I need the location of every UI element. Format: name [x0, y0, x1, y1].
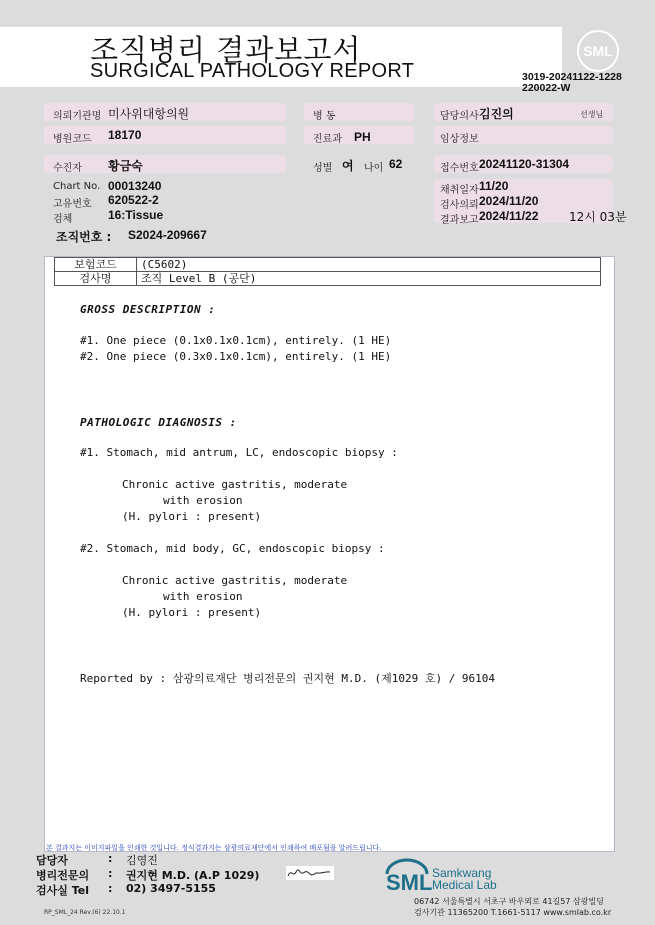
recipient-value: 황금숙: [108, 159, 143, 173]
insurance-code-value: (C5602): [137, 258, 601, 272]
request-value: 2024/11/20: [479, 194, 539, 208]
doctor-label: 담당의사: [440, 111, 479, 122]
gross-item-1: #1. One piece (0.1x0.1x0.1cm), entirely. (1 HE): [80, 334, 392, 347]
dept-label: 진료과: [313, 134, 342, 145]
chart-no-value: 00013240: [108, 179, 162, 193]
receipt-value: 20241120-31304: [479, 157, 570, 171]
staff-value: 김영진: [126, 854, 158, 867]
report-title-korean: 조직병리 결과보고서: [90, 33, 362, 67]
test-info-table: [54, 257, 601, 286]
sex-label: 성별: [313, 163, 333, 174]
table-row: [55, 258, 601, 272]
company-name: Samkwang Medical Lab: [432, 866, 497, 892]
company-address: 06742 서울특별시 서초구 바우뫼로 41길57 삼광빌딩 검사기관 11365200 T.1661-5117 www.smlab.co.kr: [414, 897, 612, 917]
unique-no-value: 620522-2: [108, 193, 159, 207]
reported-by: Reported by : 삼광의료재단 병리전문의 권지현 M.D. (제1029 호) / 96104: [80, 672, 496, 685]
diagnosis-1-erosion: with erosion: [163, 494, 243, 507]
chart-no-label: Chart No.: [53, 181, 101, 192]
diagnosis-2-finding: Chronic active gastritis, moderate: [122, 574, 348, 587]
unique-no-label: 고유번호: [53, 199, 92, 210]
collect-value: 11/20: [479, 179, 509, 193]
tel-label: 검사실 Tel: [36, 884, 89, 897]
recipient-label: 수진자: [53, 163, 82, 174]
sex-value: 여: [342, 159, 354, 173]
report-code: 3019-20241122-1228 220022-W: [522, 71, 622, 94]
print-notice: 본 결과지는 이미지파일을 인쇄한 것입니다. 정식결과지는 삼광의료재단에서 인쇄하여 배포됨을 알려드립니다.: [46, 844, 382, 852]
test-name-label: 검사명: [55, 272, 137, 286]
report-title-english: SURGICAL PATHOLOGY REPORT: [90, 60, 415, 82]
diagnosis-2-erosion: with erosion: [163, 590, 243, 603]
hospital-code-label: 병원코드: [53, 134, 92, 145]
specimen-label: 검체: [53, 214, 73, 225]
doctor-value: 김진의: [479, 107, 514, 121]
receipt-label: 접수번호: [440, 163, 479, 174]
request-label: 검사의뢰: [440, 200, 479, 211]
staff-label: 담당자: [36, 854, 68, 867]
ward-label: 병 동: [313, 111, 336, 122]
collect-label: 채취일자: [440, 185, 479, 196]
sml-logo-icon: SML: [577, 30, 619, 72]
test-name-value: 조직 Level B (공단): [137, 272, 601, 286]
specimen-value: 16:Tissue: [108, 208, 164, 222]
diagnosis-item-1: #1. Stomach, mid antrum, LC, endoscopic biopsy :: [80, 446, 398, 459]
dept-value: PH: [354, 130, 371, 144]
tissue-no-value: S2024-209667: [128, 228, 207, 242]
table-row: [55, 272, 601, 286]
diagnosis-2-hpylori: (H. pylori : present): [122, 606, 262, 619]
pathologic-diagnosis-title: PATHOLOGIC DIAGNOSIS :: [80, 416, 237, 429]
pathologist-label: 병리전문의: [36, 869, 90, 882]
result-time-value: 12시 03분: [569, 210, 627, 224]
age-value: 62: [389, 157, 403, 171]
diagnosis-1-finding: Chronic active gastritis, moderate: [122, 478, 348, 491]
gross-description-title: GROSS DESCRIPTION :: [80, 303, 216, 316]
gross-item-2: #2. One piece (0.3x0.1x0.1cm), entirely. (1 HE): [80, 350, 392, 363]
result-label: 결과보고: [440, 215, 479, 226]
diagnosis-item-2: #2. Stomach, mid body, GC, endoscopic biopsy :: [80, 542, 385, 555]
hospital-code-value: 18170: [108, 128, 142, 142]
pathologist-value: 권지현 M.D. (A.P 1029): [126, 869, 260, 882]
diagnosis-1-hpylori: (H. pylori : present): [122, 510, 262, 523]
sml-company-logo: SML: [386, 870, 433, 895]
clinical-info-label: 임상정보: [440, 134, 479, 145]
signature-image: [286, 866, 334, 880]
tissue-no-label: 조직번호 :: [56, 230, 112, 244]
institution-label: 의뢰기관명: [53, 111, 102, 122]
age-label: 나이: [364, 163, 384, 174]
institution-value: 미사위대항의원: [108, 107, 190, 121]
result-date-value: 2024/11/22: [479, 209, 539, 223]
insurance-code-label: 보험코드: [55, 258, 137, 272]
form-code: RP_SML_24 Rev.(6) 22.10.1: [44, 909, 126, 916]
tel-value: 02) 3497-5155: [126, 882, 216, 895]
doctor-suffix: 선생님: [580, 110, 604, 119]
